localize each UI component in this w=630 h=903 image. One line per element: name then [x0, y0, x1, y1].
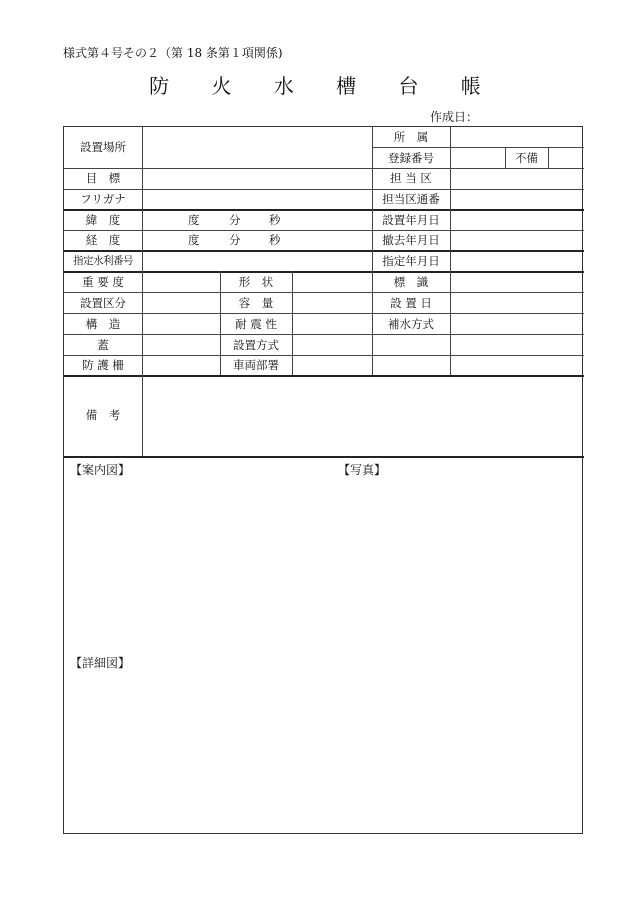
col-line	[142, 127, 143, 456]
label-install-method: 設置方式	[233, 338, 279, 352]
lon-second-unit: 秒	[269, 233, 281, 247]
col-line	[548, 147, 549, 168]
label-importance: 重 要 度	[82, 275, 124, 289]
label-capacity: 容 量	[238, 296, 274, 310]
label-fence: 防 護 柵	[82, 358, 124, 372]
label-install-date: 設置年月日	[382, 213, 440, 227]
label-reg-number: 登録番号	[388, 151, 434, 165]
label-lid: 蓋	[97, 338, 109, 352]
page-title: 防 火 水 槽 台 帳	[149, 74, 499, 98]
label-designation-date: 指定年月日	[382, 254, 440, 268]
label-unused: 不備	[515, 151, 538, 165]
label-target: 目 標	[85, 171, 121, 185]
photo-heading: 【写真】	[338, 463, 387, 477]
label-refill-method: 補水方式	[388, 317, 434, 331]
lat-second-unit: 秒	[269, 213, 281, 227]
lat-degree-unit: 度	[188, 213, 200, 227]
form-number: 様式第４号その２（第 18 条第１項関係)	[63, 46, 283, 60]
label-install-category: 設置区分	[80, 296, 126, 310]
created-date-label: 作成日：	[430, 110, 479, 124]
col-line	[450, 127, 451, 271]
label-removal-date: 撤去年月日	[382, 233, 440, 247]
lat-minute-unit: 分	[229, 213, 241, 227]
label-designated-number: 指定水利番号	[73, 255, 133, 267]
lon-minute-unit: 分	[229, 233, 241, 247]
label-location: 設置場所	[80, 140, 126, 154]
col-line	[450, 271, 451, 375]
label-district: 担 当 区	[390, 171, 432, 185]
label-district-serial: 担当区通番	[382, 192, 440, 206]
label-vehicle-dept: 車両部署	[233, 358, 279, 372]
label-structure: 構 造	[85, 317, 121, 331]
label-sign: 標 識	[393, 275, 429, 289]
row-line	[64, 456, 584, 458]
detail-map-heading: 【詳細図】	[70, 656, 131, 670]
label-remarks: 備 考	[85, 408, 121, 422]
guide-map-heading: 【案内図】	[70, 463, 131, 477]
ledger-form	[63, 126, 583, 834]
label-shape: 形 状	[238, 275, 274, 289]
label-earthquake: 耐 震 性	[235, 317, 277, 331]
col-line	[292, 271, 293, 375]
label-furigana: フリガナ	[80, 192, 126, 206]
label-longitude: 経 度	[85, 233, 121, 247]
row-line	[372, 147, 584, 148]
label-install-day: 設 置 日	[390, 296, 432, 310]
label-affiliation: 所 属	[393, 130, 429, 144]
label-latitude: 緯 度	[85, 213, 121, 227]
lon-degree-unit: 度	[188, 233, 200, 247]
